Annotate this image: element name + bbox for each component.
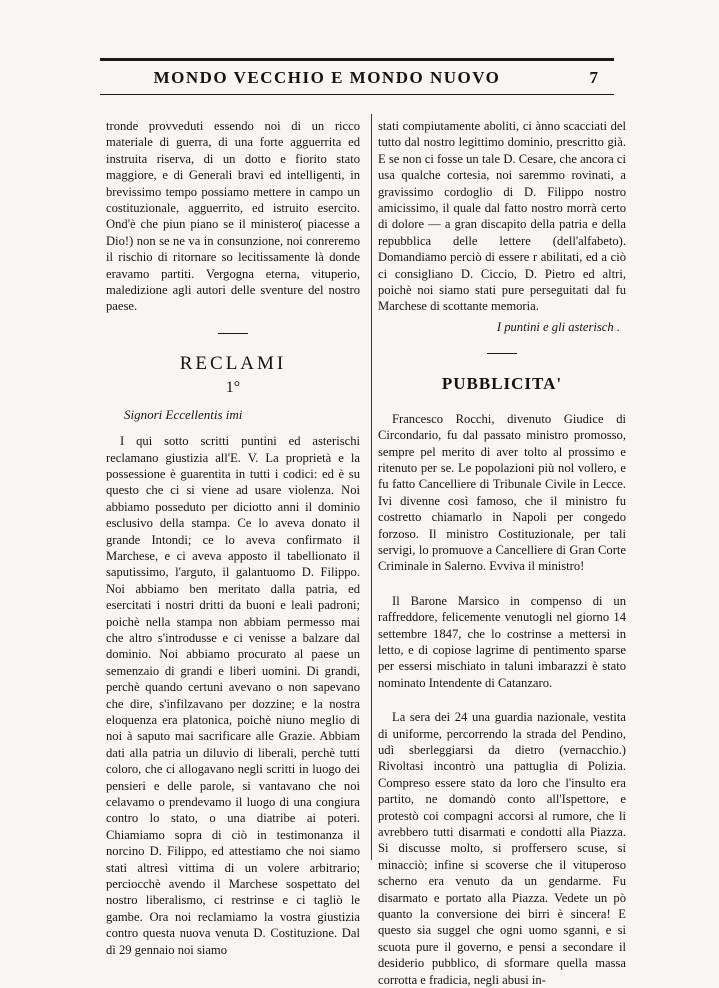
pubblicita-paragraph: Il Barone Marsico in compenso di un raffreddore, felicemente venutogli nel giorno 14 settembre 1847, che lo costrinse a mettersi in letto, e di copiose lagrime di pentimento sparse per essersi mischiato in taluni imbarazzi è stato nominato Intendente di Catanzaro. xyxy=(378,593,626,690)
page-number: 7 xyxy=(589,68,598,87)
section-separator xyxy=(487,353,517,354)
pubblicita-paragraph: Francesco Rocchi, divenuto Giudice di Circondario, fu dal passato ministro promosso, sempre pel merito di aver tolto al prossimo e ritenuto per se. Le popolazioni più nol vollero, e fu fatto Cancelliere di Tribunale Civile in Lecce. Ivi divenne così famoso, che il ministro fu costretto chiamarlo in Napoli per congedo forzoso. Il ministro Costituzionale, per tali servigi, lo promuove a Cancelliere di Gran Corte Criminale in Salerno. Evviva il ministro! xyxy=(378,411,626,574)
reclami-body-paragraph: I qui sotto scritti puntini ed asterischi reclamano giustizia all'E. V. La proprietà e la possessione è guarentita in tutti i codici: ed è su questo che ci si viene ad usare violenza. Noi abbiamo posseduto per diciotto anni il dominio esclusivo della stampa. Ce lo aveva donato il grande Intondi; ce lo aveva confirmato il Marchese, e ci aveva apposto il tabellionato il saputissimo, l'arguto, il galantuomo D. Filippo. Noi abbiamo ben meritato dalla patria, ed esercitati i nostri dritti da buoni e leali padroni; poichè nella stampa non abbiam permesso mai che altro s'introdusse e ci venisse a balzare dal dominio. Noi abbiamo procurato al paese un semenzaio di grandi e liberi uomini. Di grandi, perchè quando certuni avevano o non sapevano che dire, s'infilzavano per dozzine; e la nostra eloquenza era platonica, poichè niuno meglio di noi à saputo mai sacrificare alle Grazie. Abbiam dati alla patria un diluvio di liberali, perchè tutti coloro, che ci allogavano negli scritti in luogo dei pensieri e delle parole, si vantavano che noi celavamo o prendevamo il luogo di una congiura contro lo stato, o una diatribe ai poteri. Chiamiamo sopra di ciò in testimonanza il norcino D. Filippo, ed attestiamo che noi siamo stati altresì vittima di un volere arbitrario; perciocchè avendo il Marchese sospettato del nostro liberalismo, ci restrinse e ci tagliò le gambe. Ora noi reclamiamo la vostra giustizia contro questa nuova venuta D. Costituzione. Dal dì 29 gennaio noi siamo xyxy=(106,434,360,957)
left-column xyxy=(106,118,360,958)
pubblicita-paragraph: La sera dei 24 una guardia nazionale, vestita di uniforme, percorrendo la strada del Pendino, udì sberleggiarsi da dietro (vernacchio.) Rivoltasi incontrò una pattuglia di Polizia. Compreso essere stato da loro che l'insulto era partito, ne domandò conto all'Ispettore, e protestò coi compagni accorsi al rumore, che li avrebbero tutti disarmati e condotti alla Piazza. Si discusse molto, si proffersero scuse, si minacciò; infine si scoverse che il vituperoso scherno era venuto da un gendarme. Fu disarmato e portato alla Piazza. Vedete un pò quanto la conversione dei birri è sincera! E questo sia suggel che ogni uomo sganni, e si scuota pure il governo, e pensi a secondare il desiderio pubblico, di sformare quella massa corrotta e fradicia, negli abusi in- xyxy=(378,710,626,987)
running-title: MONDO VECCHIO E MONDO NUOVO xyxy=(153,68,501,87)
header-rule xyxy=(100,94,614,95)
section-number: 1° xyxy=(225,379,241,397)
intro-paragraph: tronde provveduti essendo noi di un ricco materiale di guerra, di una forte agguerrita ed instruita riserva, di un dotto e fiorito stato maggiore, e di Generali bravi ed intelligenti, in brevissimo tempo possiamo mettere in campo un costituzionale, agguerrito, ed istruito esercito. Ond'è che piun piano se il ministero( piacesse a Dio!) non se ne va in consunzione, noi conreremo il rischio di ritornare so lecitissamente là donde eravamo partiti. Vergogna eterna, vituperio, maledizione agli autori delle sventure del nostro paese. xyxy=(106,119,360,314)
salutation: Signori Eccellentis imi xyxy=(124,406,243,422)
page-header xyxy=(100,64,614,90)
top-thick-rule xyxy=(100,58,614,61)
section-title-pubblicita: PUBBLICITA' xyxy=(441,374,563,394)
continuation-paragraph: stati compiutamente aboliti, ci ànno scacciati del tutto dal nostro legittimo dominio, prescritto già. E se non ci fosse un tale D. Cesare, che ancora ci usa qualche cortesia, noi saremmo rovinati, a gravissimo cordoglio di D. Filippo nostro amicissimo, il quale dal fatto nostro morrà certo di dolore — a gran discapito della patria e della repubblica delle lettere (dell'alfabeto). Domandiamo perciò di essere r abilitati, ed a ciò ci consigliano D. Ciccio, D. Pietro ed altri, poichè noi siamo stati pure perseguitati dal fu Marchese di scottante memoria. xyxy=(378,119,626,314)
section-separator xyxy=(218,333,248,334)
section-title-reclami: RECLAMI xyxy=(179,352,287,374)
signature: I puntini e gli asterisch . xyxy=(496,319,620,334)
right-column xyxy=(378,118,626,988)
column-divider xyxy=(371,114,372,860)
